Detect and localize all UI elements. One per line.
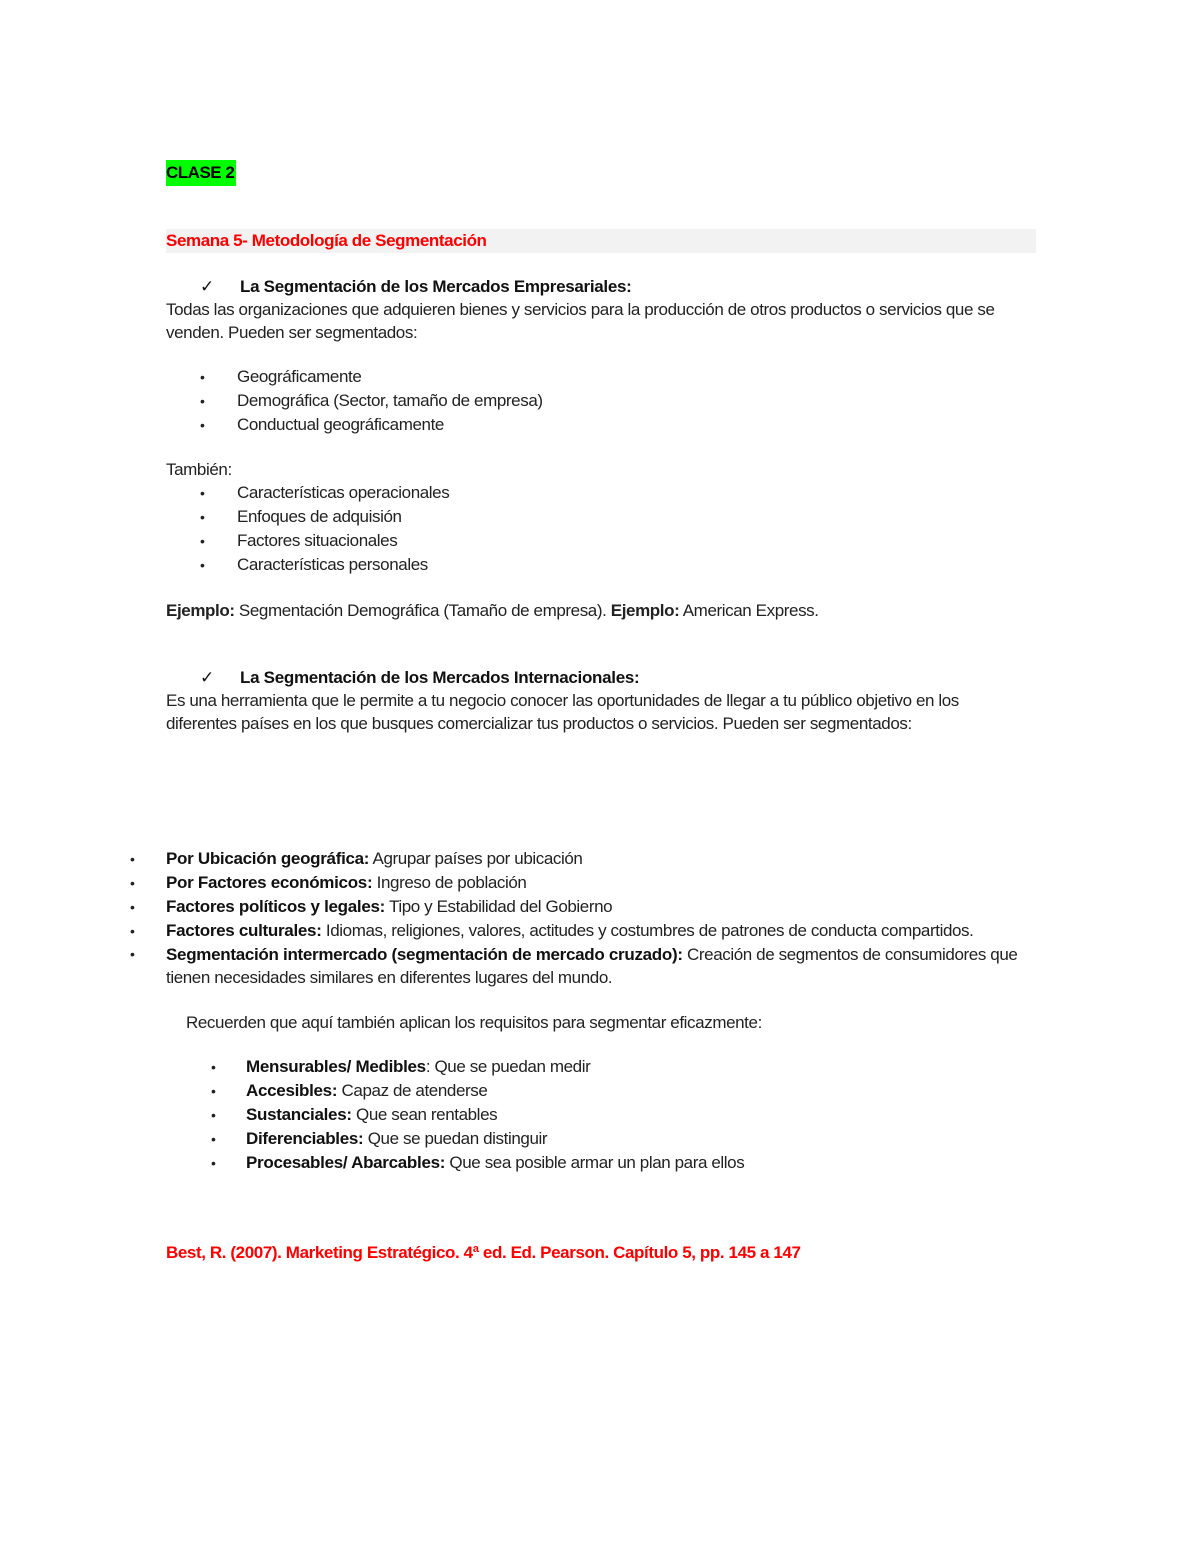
also-label: También: — [166, 460, 232, 479]
list-item: • Factores políticos y legales: Tipo y Estabilidad del Gobierno — [126, 895, 1026, 919]
example-line: Ejemplo: Segmentación Demográfica (Tamaño de empresa). Ejemplo: American Express. — [166, 601, 819, 620]
bullet-icon: • — [200, 509, 205, 525]
list-item: • Características personales — [166, 553, 449, 577]
list-item: • Procesables/ Abarcables: Que sea posible armar un plan para ellos — [205, 1151, 744, 1175]
list-item: • Mensurables/ Medibles: Que se puedan medir — [205, 1055, 744, 1079]
bullet-icon: • — [130, 875, 135, 891]
list-item: • Demográfica (Sector, tamaño de empresa) — [166, 389, 543, 413]
list-item: • Diferenciables: Que se puedan distinguir — [205, 1127, 744, 1151]
bullet-icon: • — [211, 1083, 216, 1099]
list-item: • Accesibles: Capaz de atenderse — [205, 1079, 744, 1103]
list-item: • Factores culturales: Idiomas, religiones, valores, actitudes y costumbres de patrones de conducta compartidos. — [126, 919, 1026, 943]
list-item: • Geográficamente — [166, 365, 543, 389]
week-heading: Semana 5- Metodología de Segmentación — [166, 231, 487, 250]
example-label: Ejemplo: — [166, 601, 235, 620]
list-item: • Enfoques de adquisión — [166, 505, 449, 529]
segment-list-business — [166, 365, 543, 437]
section-heading-text: La Segmentación de los Mercados Internacionales: — [240, 668, 640, 687]
section-heading-text: La Segmentación de los Mercados Empresariales: — [240, 277, 632, 296]
requirements-list — [205, 1055, 744, 1175]
checkmark-icon: ✓ — [200, 668, 214, 687]
list-item: • Factores situacionales — [166, 529, 449, 553]
bullet-icon: • — [211, 1131, 216, 1147]
bullet-icon: • — [200, 533, 205, 549]
bibliographic-reference: Best, R. (2007). Marketing Estratégico. 4ª ed. Ed. Pearson. Capítulo 5, pp. 145 a 147 — [166, 1243, 801, 1262]
list-item: • Conductual geográficamente — [166, 413, 543, 437]
bullet-icon: • — [211, 1155, 216, 1171]
section-heading-international — [200, 666, 639, 690]
section-paragraph-business: Todas las organizaciones que adquieren bienes y servicios para la producción de otros productos o servicios que se venden. Pueden ser segmentados: — [166, 300, 995, 342]
bullet-icon: • — [200, 485, 205, 501]
class-badge: CLASE 2 — [166, 160, 236, 186]
bullet-icon: • — [130, 946, 135, 962]
bullet-icon: • — [200, 417, 205, 433]
list-item: • Características operacionales — [166, 481, 449, 505]
bullet-icon: • — [130, 923, 135, 939]
bullet-icon: • — [211, 1107, 216, 1123]
list-item: • Por Factores económicos: Ingreso de población — [126, 871, 1026, 895]
bullet-icon: • — [130, 851, 135, 867]
reminder-text: Recuerden que aquí también aplican los requisitos para segmentar eficazmente: — [186, 1013, 762, 1032]
bullet-icon: • — [200, 393, 205, 409]
section-heading-business — [200, 275, 632, 299]
list-item: • Segmentación intermercado (segmentación de mercado cruzado): Creación de segmentos de consumidores que tienen necesidades similares en diferentes lugares del mundo. — [130, 945, 1018, 987]
bullet-icon: • — [200, 557, 205, 573]
example-label: Ejemplo: — [610, 601, 680, 620]
list-item: • Por Ubicación geográfica: Agrupar países por ubicación — [126, 847, 1026, 871]
also-list — [166, 481, 449, 577]
checkmark-icon: ✓ — [200, 277, 214, 296]
segment-list-international — [126, 847, 1026, 989]
list-item: • Sustanciales: Que sean rentables — [205, 1103, 744, 1127]
bullet-icon: • — [200, 369, 205, 385]
bullet-icon: • — [211, 1059, 216, 1075]
bullet-icon: • — [130, 899, 135, 915]
section-paragraph-international: Es una herramienta que le permite a tu negocio conocer las oportunidades de llegar a tu público objetivo en los diferentes países en los que busques comercializar tus productos o servicios. Pueden ser segmentados: — [166, 691, 959, 733]
